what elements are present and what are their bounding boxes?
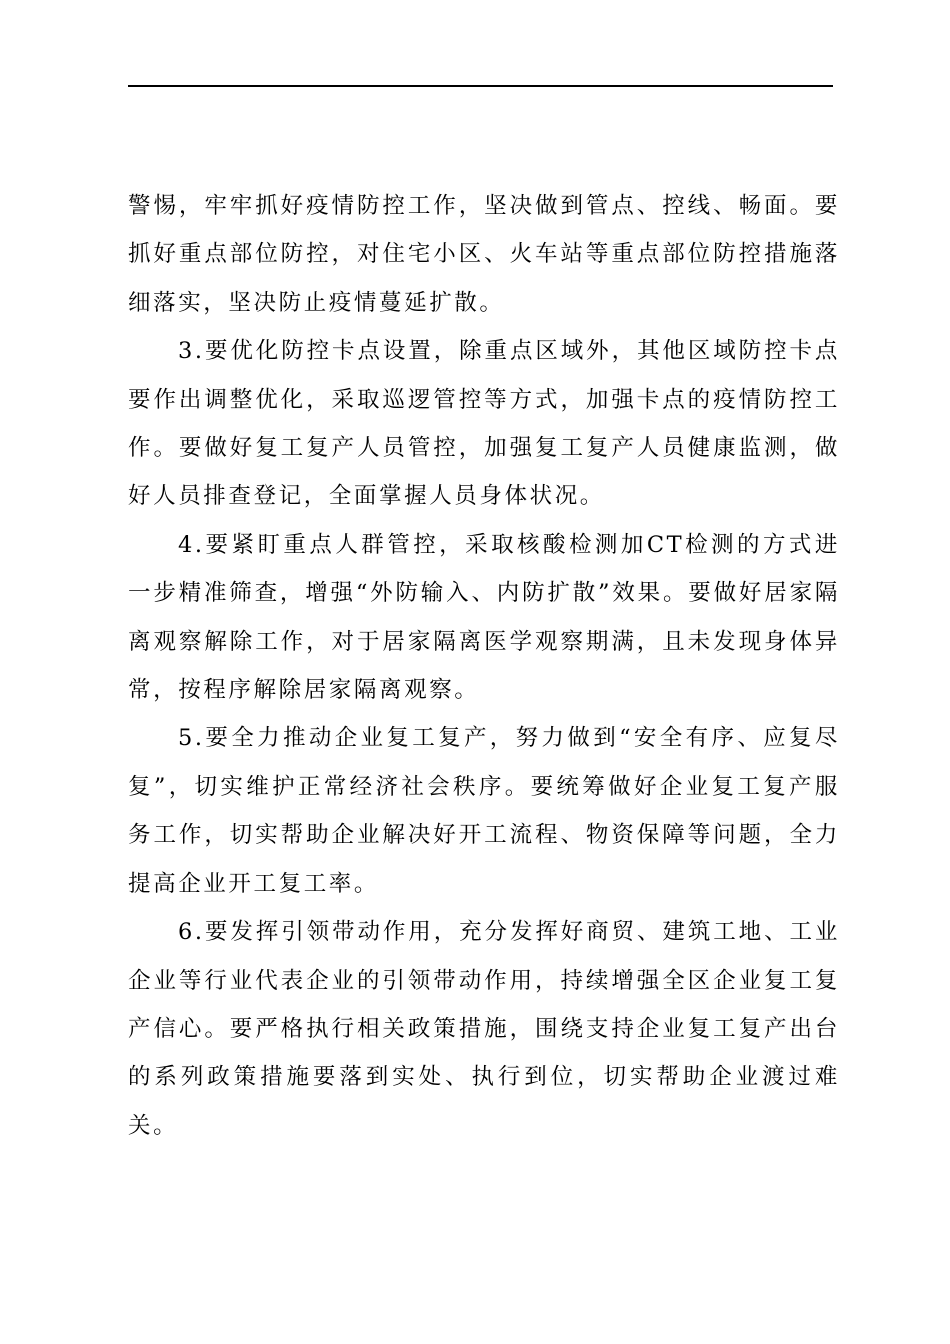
paragraph-continuation: 警惕，牢牢抓好疫情防控工作，坚决做到管点、控线、畅面。要抓好重点部位防控，对住宅小区、火车站等重点部位防控措施落细落实，坚决防止疫情蔓延扩散。 [128, 193, 840, 316]
header-rule [128, 85, 833, 87]
paragraph-item-6: 6.要发挥引领带动作用，充分发挥好商贸、建筑工地、工业企业等行业代表企业的引领带动作用，持续增强全区企业复工复产信心。要严格执行相关政策措施，围绕支持企业复工复产出台的系列政策措施要落到实处、执行到位，切实帮助企业渡过难关。 [128, 919, 840, 1139]
paragraph-item-4: 4.要紧盯重点人群管控，采取核酸检测加CT检测的方式进一步精准筛查，增强“外防输入、内防扩散”效果。要做好居家隔离观察解除工作，对于居家隔离医学观察期满，且未发现身体异常，按程序解除居家隔离观察。 [128, 531, 840, 704]
paragraph-item-3: 3.要优化防控卡点设置，除重点区域外，其他区域防控卡点要作出调整优化，采取巡逻管控等方式，加强卡点的疫情防控工作。要做好复工复产人员管控，加强复工复产人员健康监测，做好人员排查登记，全面掌握人员身体状况。 [128, 338, 840, 510]
document-body [128, 182, 840, 1150]
paragraph-item-5: 5.要全力推动企业复工复产，努力做到“安全有序、应复尽复”，切实维护正常经济社会秩序。要统筹做好企业复工复产服务工作，切实帮助企业解决好开工流程、物资保障等问题，全力提高企业开工复工率。 [128, 725, 840, 897]
